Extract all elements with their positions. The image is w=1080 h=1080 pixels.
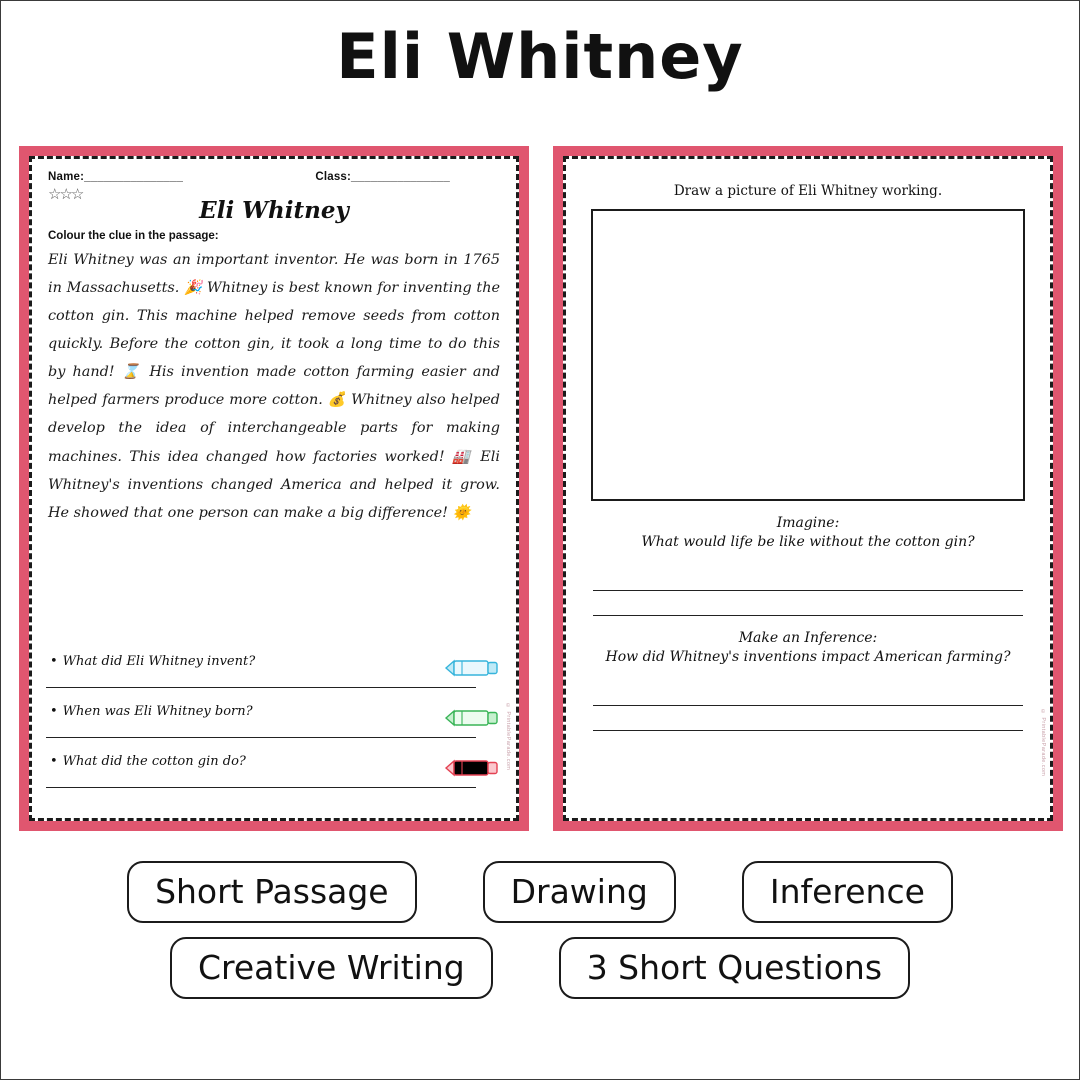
- right-worksheet-inner: [563, 156, 1053, 821]
- tag-inference[interactable]: Inference: [742, 861, 953, 923]
- answer-line[interactable]: [593, 706, 1023, 731]
- reading-passage: Eli Whitney was an important inventor. He was born in 1765 in Massachusetts. 🎉 Whitney is best known for inventing the cotton gin. This machine helped remove seeds from cotton quickly. Before the cotton gin, it took a long time to do this by hand! ⌛ His invention made cotton farming easier and helped farmers produce more cotton. 💰 Whitney also helped develop the idea of interchangeable parts for making machines. This idea changed how factories worked! 🏭 Eli Whitney's inventions changed America and helped it grow. He showed that one person can make a big difference! 🌞: [48, 252, 500, 521]
- crayon-blue-icon: [444, 658, 500, 678]
- left-worksheet: [19, 146, 529, 831]
- name-field-label[interactable]: Name:_______________: [48, 171, 184, 183]
- page-title: Eli Whitney: [336, 20, 744, 93]
- tag-drawing[interactable]: Drawing: [483, 861, 676, 923]
- inference-label: Make an Inference:: [738, 630, 878, 646]
- star-rating-icon[interactable]: ☆☆☆: [48, 186, 83, 203]
- student-meta-row: [46, 171, 502, 183]
- colour-clue-instruction: Colour the clue in the passage:: [48, 230, 219, 242]
- imagine-answer-lines[interactable]: [593, 566, 1023, 616]
- answer-line[interactable]: [46, 687, 476, 688]
- tag-short-passage[interactable]: Short Passage: [127, 861, 417, 923]
- copyright-notice: © PrintableParade.com: [1040, 708, 1046, 776]
- tag-3-short-questions[interactable]: 3 Short Questions: [559, 937, 910, 999]
- questions-section: [46, 654, 502, 804]
- tag-creative-writing[interactable]: Creative Writing: [170, 937, 493, 999]
- right-worksheet: [553, 146, 1063, 831]
- answer-line[interactable]: [593, 591, 1023, 616]
- question-block: [46, 654, 502, 688]
- crayon-red-icon: [444, 758, 500, 778]
- crayon-green-icon: [444, 708, 500, 728]
- question-block: [46, 754, 502, 788]
- imagine-section: [580, 515, 1036, 550]
- inference-section: [580, 630, 1036, 665]
- question-text: • When was Eli Whitney born?: [46, 704, 502, 719]
- imagine-question: What would life be like without the cotton gin?: [641, 534, 975, 550]
- question-block: [46, 704, 502, 738]
- drawing-area[interactable]: [591, 209, 1025, 501]
- copyright-notice: © PrintableParade.com: [505, 702, 511, 770]
- answer-line[interactable]: [593, 566, 1023, 591]
- answer-line[interactable]: [593, 681, 1023, 706]
- question-text: • What did Eli Whitney invent?: [46, 654, 502, 669]
- worksheet-sheets: [19, 146, 1063, 831]
- drawing-prompt: Draw a picture of Eli Whitney working.: [673, 183, 943, 199]
- question-text: • What did the cotton gin do?: [46, 754, 502, 769]
- inference-question: How did Whitney's inventions impact American farming?: [605, 649, 1011, 665]
- answer-line[interactable]: [46, 737, 476, 738]
- imagine-label: Imagine:: [776, 515, 840, 531]
- left-worksheet-inner: [29, 156, 519, 821]
- class-field-label[interactable]: Class:_______________: [315, 171, 450, 183]
- feature-tag-row-2: [1, 937, 1079, 999]
- answer-line[interactable]: [46, 787, 476, 788]
- inference-answer-lines[interactable]: [593, 681, 1023, 731]
- feature-tag-row-1: [1, 861, 1079, 923]
- worksheet-subtitle: Eli Whitney: [199, 197, 349, 224]
- feature-tags: [1, 861, 1079, 1013]
